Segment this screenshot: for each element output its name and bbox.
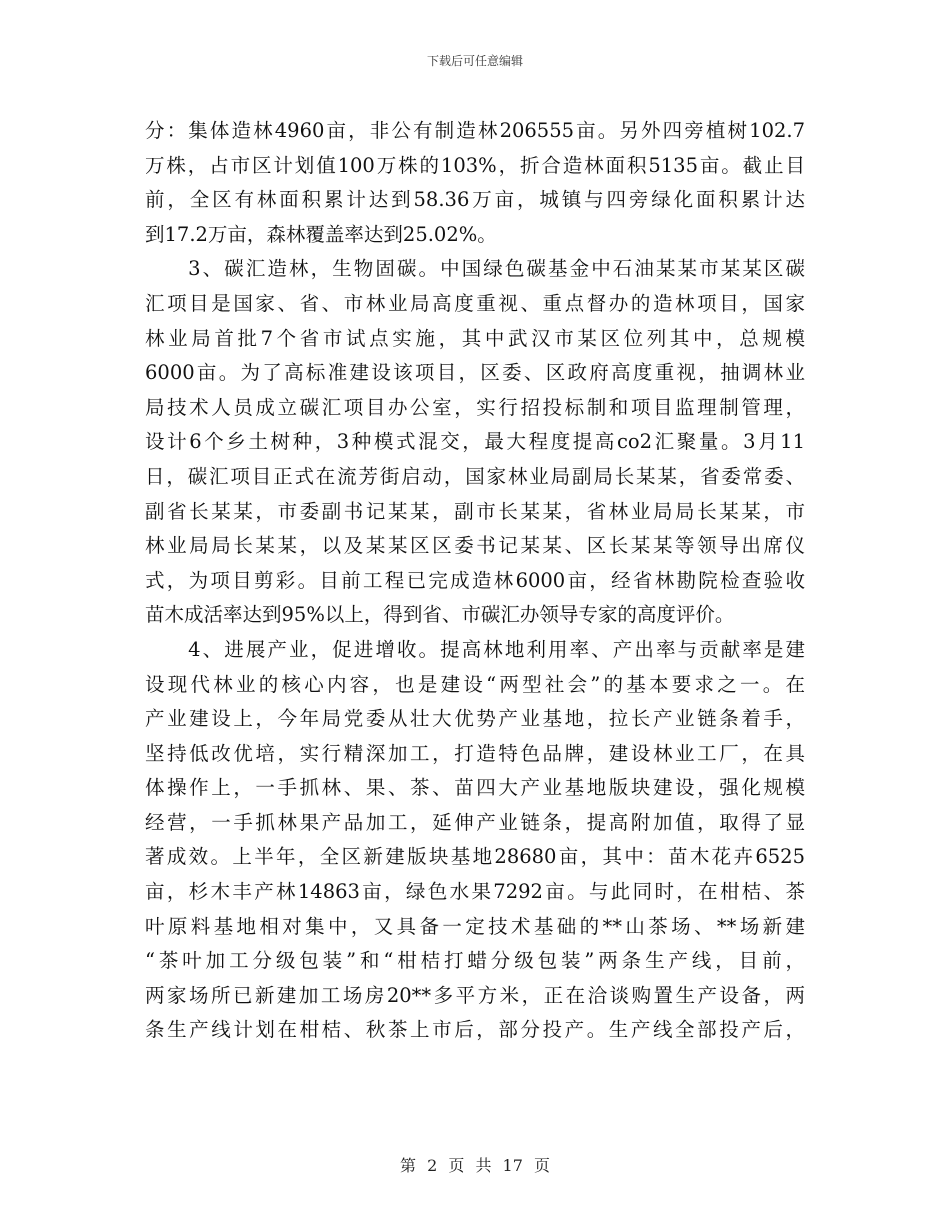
text-line: 万株，占市区计划值100万株的103%，折合造林面积5135亩。截止目 bbox=[145, 153, 805, 177]
document-body bbox=[145, 114, 805, 1048]
text-line: 式，为项目剪彩。目前工程已完成造林6000亩，经省林勘院检查验收 bbox=[145, 568, 805, 592]
text-line: 苗木成活率达到95%以上，得到省、市碳汇办领导专家的高度评价。 bbox=[145, 603, 735, 627]
page-number-footer: 第 2 页 共 17 页 bbox=[400, 1156, 550, 1175]
text-line: 局技术人员成立碳汇项目办公室，实行招投标制和项目监理制管理， bbox=[145, 395, 805, 419]
text-line: 日，碳汇项目正式在流芳街启动，国家林业局副局长某某，省委常委、 bbox=[145, 464, 805, 488]
text-line: 3、碳汇造林，生物固碳。中国绿色碳基金中石油某某市某某区碳 bbox=[145, 257, 805, 281]
page-header: 下载后可任意编辑 bbox=[426, 54, 523, 68]
text-line: 坚持低改优培，实行精深加工，打造特色品牌，建设林业工厂，在具 bbox=[145, 741, 805, 765]
text-line: “茶叶加工分级包装”和“柑桔打蜡分级包装”两条生产线，目前， bbox=[145, 949, 805, 973]
text-line: 到17.2万亩，森林覆盖率达到25.02%。 bbox=[145, 222, 497, 246]
text-line: 设计6个乡土树种，3种模式混交，最大程度提高co2汇聚量。3月11 bbox=[145, 430, 805, 454]
text-line: 两家场所已新建加工场房20**多平方米，正在洽谈购置生产设备，两 bbox=[145, 983, 805, 1007]
text-line: 体操作上，一手抓林、果、茶、苗四大产业基地版块建设，强化规模 bbox=[145, 776, 805, 800]
text-line: 亩，杉木丰产林14863亩，绿色水果7292亩。与此同时，在柑桔、茶 bbox=[145, 880, 805, 904]
text-line: 产业建设上，今年局党委从壮大优势产业基地，拉长产业链条着手， bbox=[145, 707, 805, 731]
text-line: 分：集体造林4960亩，非公有制造林206555亩。另外四旁植树102.7 bbox=[145, 119, 805, 142]
text-line: 林业局首批7个省市试点实施，其中武汉市某区位列其中，总规模 bbox=[145, 326, 805, 350]
text-line: 副省长某某，市委副书记某某，副市长某某，省林业局局长某某，市 bbox=[145, 499, 805, 523]
text-line: 林业局局长某某，以及某某区区委书记某某、区长某某等领导出席仪 bbox=[145, 534, 805, 558]
text-line: 前，全区有林面积累计达到58.36万亩，城镇与四旁绿化面积累计达 bbox=[145, 188, 805, 212]
text-line: 汇项目是国家、省、市林业局高度重视、重点督办的造林项目，国家 bbox=[145, 291, 805, 315]
text-line: 设现代林业的核心内容，也是建设“两型社会”的基本要求之一。在 bbox=[145, 672, 805, 696]
text-line: 著成效。上半年，全区新建版块基地28680亩，其中：苗木花卉6525 bbox=[145, 845, 805, 869]
text-line: 条生产线计划在柑桔、秋茶上市后，部分投产。生产线全部投产后， bbox=[145, 1018, 805, 1042]
text-line: 6000亩。为了高标准建设该项目，区委、区政府高度重视，抽调林业 bbox=[145, 361, 805, 385]
text-line: 叶原料基地相对集中，又具备一定技术基础的**山茶场、**场新建 bbox=[145, 914, 805, 938]
text-line: 经营，一手抓林果产品加工，延伸产业链条，提高附加值，取得了显 bbox=[145, 810, 805, 834]
text-line: 4、进展产业，促进增收。提高林地利用率、产出率与贡献率是建 bbox=[145, 637, 805, 661]
